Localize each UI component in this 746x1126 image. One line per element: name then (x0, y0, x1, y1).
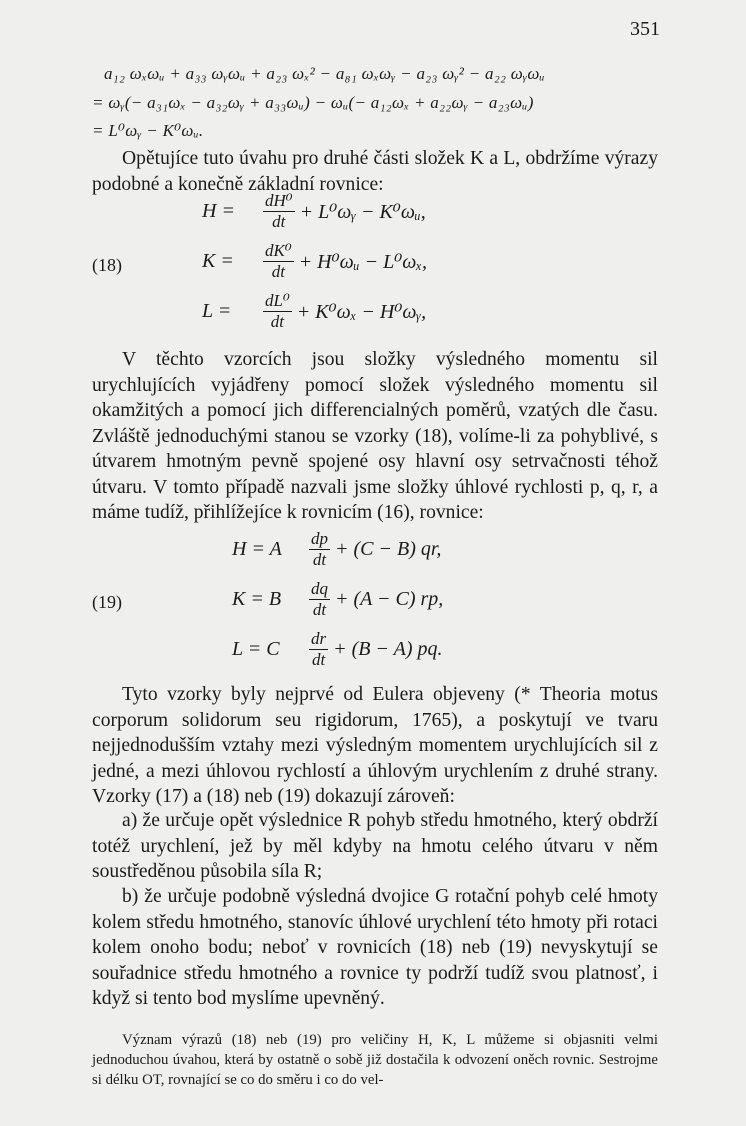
equation-rest: + (B − A) pq. (333, 638, 443, 660)
fraction (263, 192, 295, 231)
fraction (309, 530, 330, 569)
equation-19-row-1 (232, 530, 441, 569)
equation-rest: + (A − C) rp, (335, 588, 444, 610)
equation-block-18 (92, 192, 658, 342)
fraction-denominator: dt (270, 312, 284, 331)
paragraph-main (92, 347, 658, 526)
fraction-denominator: dt (311, 650, 326, 669)
equation-line-1: a₁₂ ωₓωᵤ + a₃₃ ωᵧωᵤ + a₂₃ ωₓ² − a₈₁ ωₓωᵧ − a₂₃ ωᵧ² − a₂₂ ωᵧωᵤ (104, 64, 545, 83)
fraction-denominator: dt (312, 600, 327, 619)
page-number: 351 (630, 18, 660, 40)
equation-lhs: L = (202, 300, 232, 322)
paragraph-item-a (92, 808, 658, 885)
equation-line-3: = L⁰ωᵧ − K⁰ωᵤ. (92, 121, 204, 140)
fraction-numerator: dH⁰ (265, 191, 293, 210)
equation-19-row-3 (232, 630, 443, 669)
paragraph-main-text: V těchto vzorcích jsou složky výsledného momentu sil urychlujících vyjádřeny pomocí složek výsledného momentu sil okamžitých a pomocí jich differencialných poměrů, vzatých dle času. Zvláště jednoduchými stanou se vzorky (18), volíme-li za pohyblivé, s útvarem hmotným pevně spojené osy hlavní osy setrvačnosti téhož útvaru. V tomto případě nazvali jsme složky úhlové rychlosti p, q, r, a máme tudíž, přihlížejíce k rovnicím (16), rovnice: (92, 349, 658, 523)
fraction-numerator: dK⁰ (265, 241, 292, 260)
equation-block-19 (92, 530, 658, 680)
paragraph-euler-text: Tyto vzorky byly nejprvé od Eulera objeveny (* Theoria motus corporum solidorum seu rigidorum, 1765), a poskytují ve tvaru nejjednodušším vztahy mezi výsledným momentem urychlujících sil z jedné, a mezi úhlovou rychlostí a úhlovým urychlením z druhé strany. Vzorky (17) a (18) neb (19) dokazují zároveň: (92, 684, 658, 807)
fraction (309, 580, 330, 619)
fraction (263, 292, 292, 331)
equation-label-18: (18) (92, 255, 122, 275)
equation-lhs: H = A (232, 538, 282, 560)
fraction-numerator: dq (311, 579, 328, 598)
equation-line-2: = ωᵧ(− a₃₁ωₓ − a₃₂ωᵧ + a₃₃ωᵤ) − ωᵤ(− a₁₂ωₓ + a₂₂ωᵧ − a₂₃ωᵤ) (92, 93, 534, 112)
paragraph-intro (92, 146, 658, 197)
equation-18-row-2 (202, 242, 427, 281)
equation-lhs: K = B (232, 588, 282, 610)
paragraph-item-b (92, 884, 658, 1012)
fraction-numerator: dr (311, 629, 327, 648)
paragraph-item-a-text: a) že určuje opět výslednice R pohyb středu hmotného, který obdrží totéž urychlení, jež by měl kdyby na hmotu celého útvaru v něm soustředěnou působila síla R; (92, 810, 658, 882)
fraction-numerator: dL⁰ (265, 291, 290, 310)
equation-label-19: (19) (92, 592, 122, 612)
equation-lhs: H = (202, 200, 235, 222)
equation-rest: + (C − B) qr, (335, 538, 442, 560)
fraction-numerator: dp (311, 529, 328, 548)
footnote-text: Význam výrazů (18) neb (19) pro veličiny H, K, L můžeme si objasniti velmi jednoduchou úvahou, která by ostatně o sobě již dostačila k odvození oněch rovnic. Sestrojme si délku OT, rovnající se co do směru i co do vel- (92, 1032, 658, 1088)
paragraph-intro-text: Opětujíce tuto úvahu pro druhé části složek K a L, obdržíme výrazy podobné a konečně základní rovnice: (92, 148, 658, 195)
equation-18-row-1 (202, 192, 426, 231)
fraction-denominator: dt (312, 550, 327, 569)
equation-rest: + H⁰ωᵤ − L⁰ωₓ, (298, 251, 428, 273)
paragraph-item-b-text: b) že určuje podobně výsledná dvojice G rotační pohyb celé hmoty kolem středu hmotného, stanovíc úhlové urychlení této hmoty při rotaci kolem onoho bodu; neboť v rovnicích (18) neb (19) nevyskytují se souřadnice středu hmotného a rovnice ty podrží tudíž svou platnosť, i když si tento bod myslíme upevněný. (92, 886, 658, 1009)
equation-19-row-2 (232, 580, 443, 619)
equation-rest: + L⁰ωᵧ − K⁰ωᵤ, (299, 201, 426, 223)
fraction-denominator: dt (271, 262, 285, 281)
paragraph-euler (92, 682, 658, 810)
equation-lhs: L = C (232, 638, 280, 660)
equation-18-row-3 (202, 292, 426, 331)
footnote (92, 1030, 658, 1090)
equation-lhs: K = (202, 250, 234, 272)
fraction (309, 630, 328, 669)
fraction-denominator: dt (272, 212, 286, 231)
fraction (263, 242, 294, 281)
equation-rest: + K⁰ωₓ − H⁰ωᵧ, (296, 301, 427, 323)
